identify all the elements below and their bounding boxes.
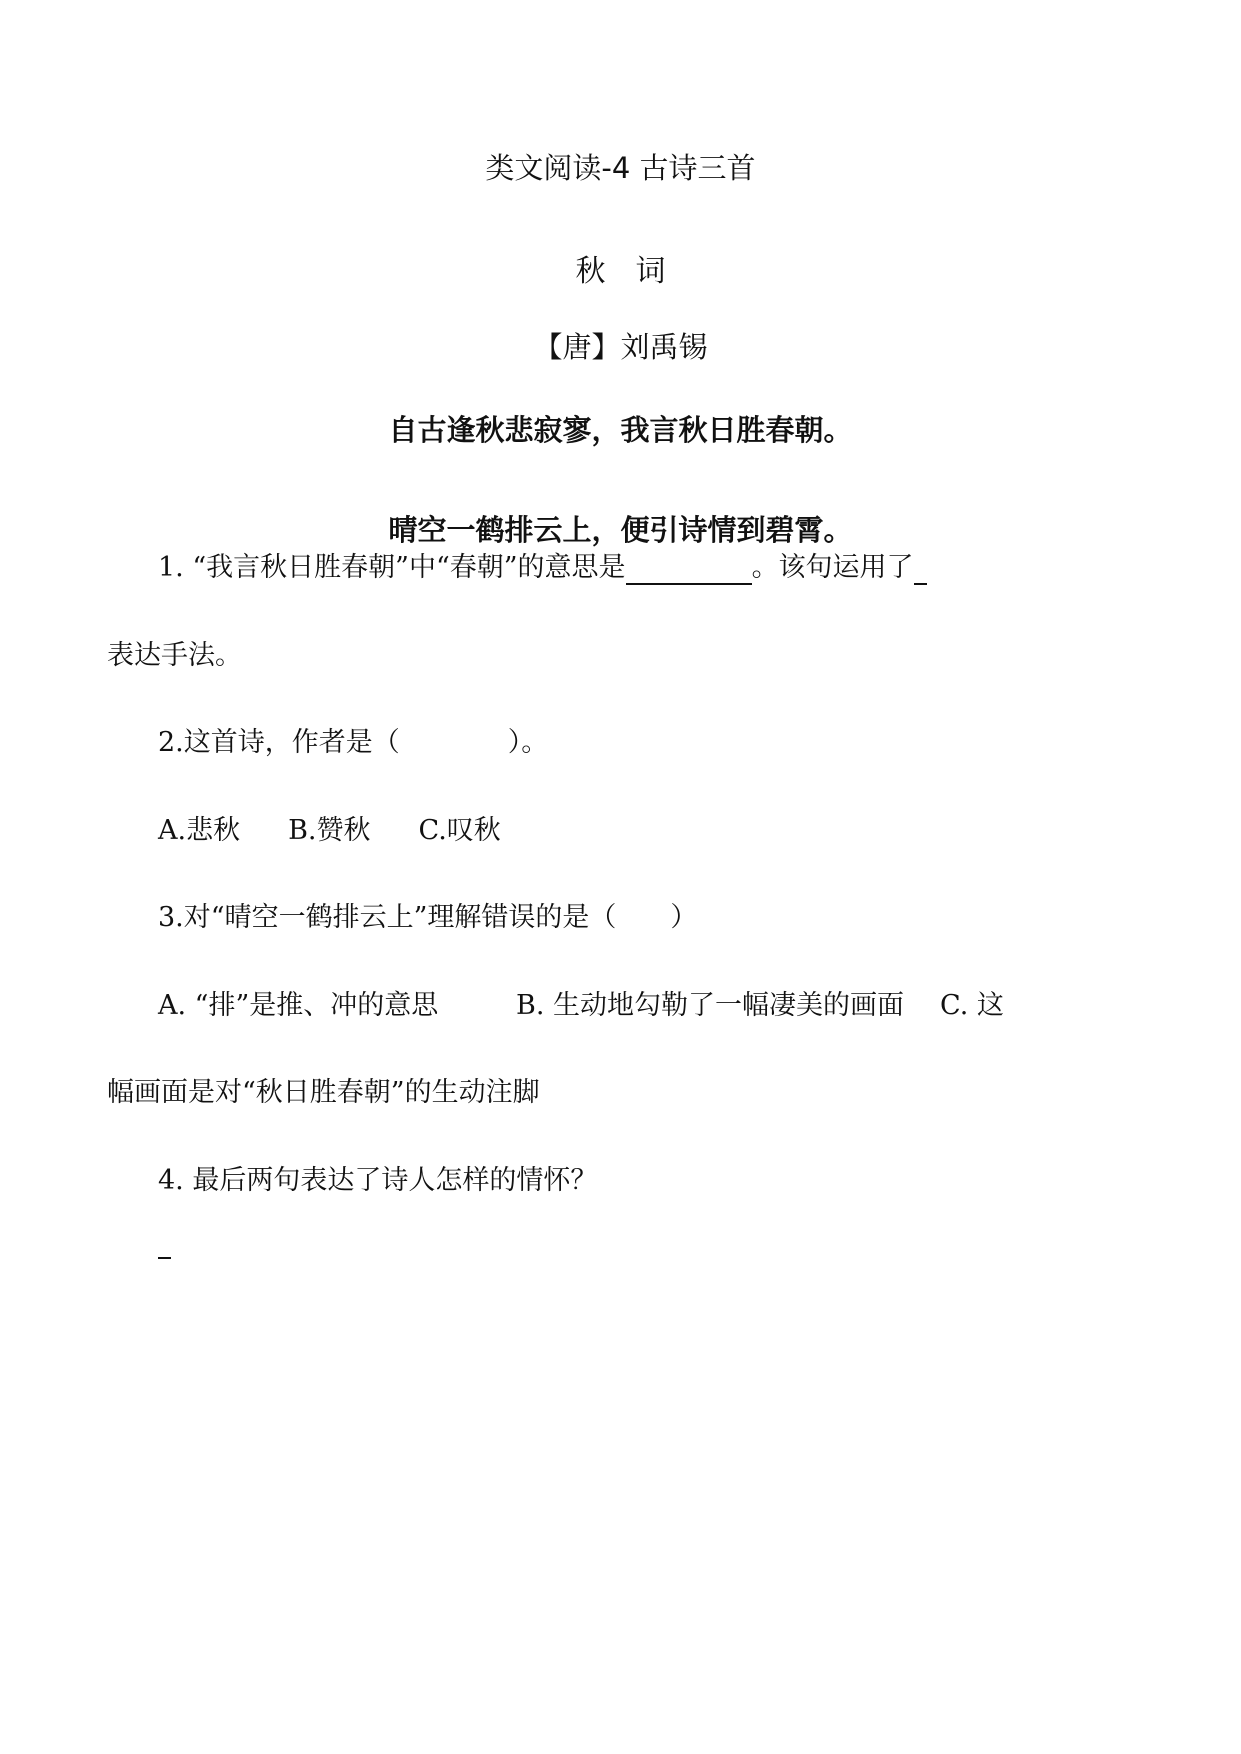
- question-3-option-a: A. “排”是推、冲的意思: [158, 990, 439, 1021]
- question-1-text-a: 1. “我言秋日胜春朝”中“春朝”的意思是: [158, 552, 626, 583]
- poem-line-1: 自古逢秋悲寂寥，我言秋日胜春朝。: [388, 413, 853, 447]
- question-1-blank-1: [626, 552, 752, 585]
- question-3-option-b: B. 生动地勾勒了一幅凄美的画面: [516, 990, 905, 1021]
- question-1-blank-2: [914, 552, 927, 585]
- question-1-line-1: [158, 545, 927, 585]
- question-2-options: [158, 808, 501, 847]
- poem-line-2: 晴空一鹤排云上，便引诗情到碧霄。: [388, 513, 853, 547]
- poem-title-char-2: 词: [635, 254, 696, 289]
- question-3-stem: 3.对“晴空一鹤排云上”理解错误的是（ ）: [158, 902, 698, 933]
- question-3-option-c: C. 这: [940, 990, 1004, 1021]
- poem-title: [0, 246, 1241, 290]
- question-1-line-2: 表达手法。: [107, 640, 242, 671]
- question-3-option-c-continued: 幅画面是对“秋日胜春朝”的生动注脚: [107, 1077, 540, 1108]
- question-4-answer-line: [158, 1257, 171, 1259]
- question-4-stem: 4. 最后两句表达了诗人怎样的情怀？: [158, 1165, 598, 1196]
- question-2-option-b: B.赞秋: [288, 815, 371, 846]
- question-2-option-c: C.叹秋: [418, 815, 501, 846]
- question-2-option-a: A.悲秋: [158, 815, 241, 846]
- question-1-text-b: 。该句运用了: [751, 552, 914, 583]
- poem-title-char-1: 秋: [575, 254, 636, 289]
- question-2-stem: 2.这首诗，作者是（ ）。: [158, 727, 549, 758]
- poem-author: 【唐】刘禹锡: [533, 330, 708, 364]
- document-title: 类文阅读-4 古诗三首: [485, 151, 756, 185]
